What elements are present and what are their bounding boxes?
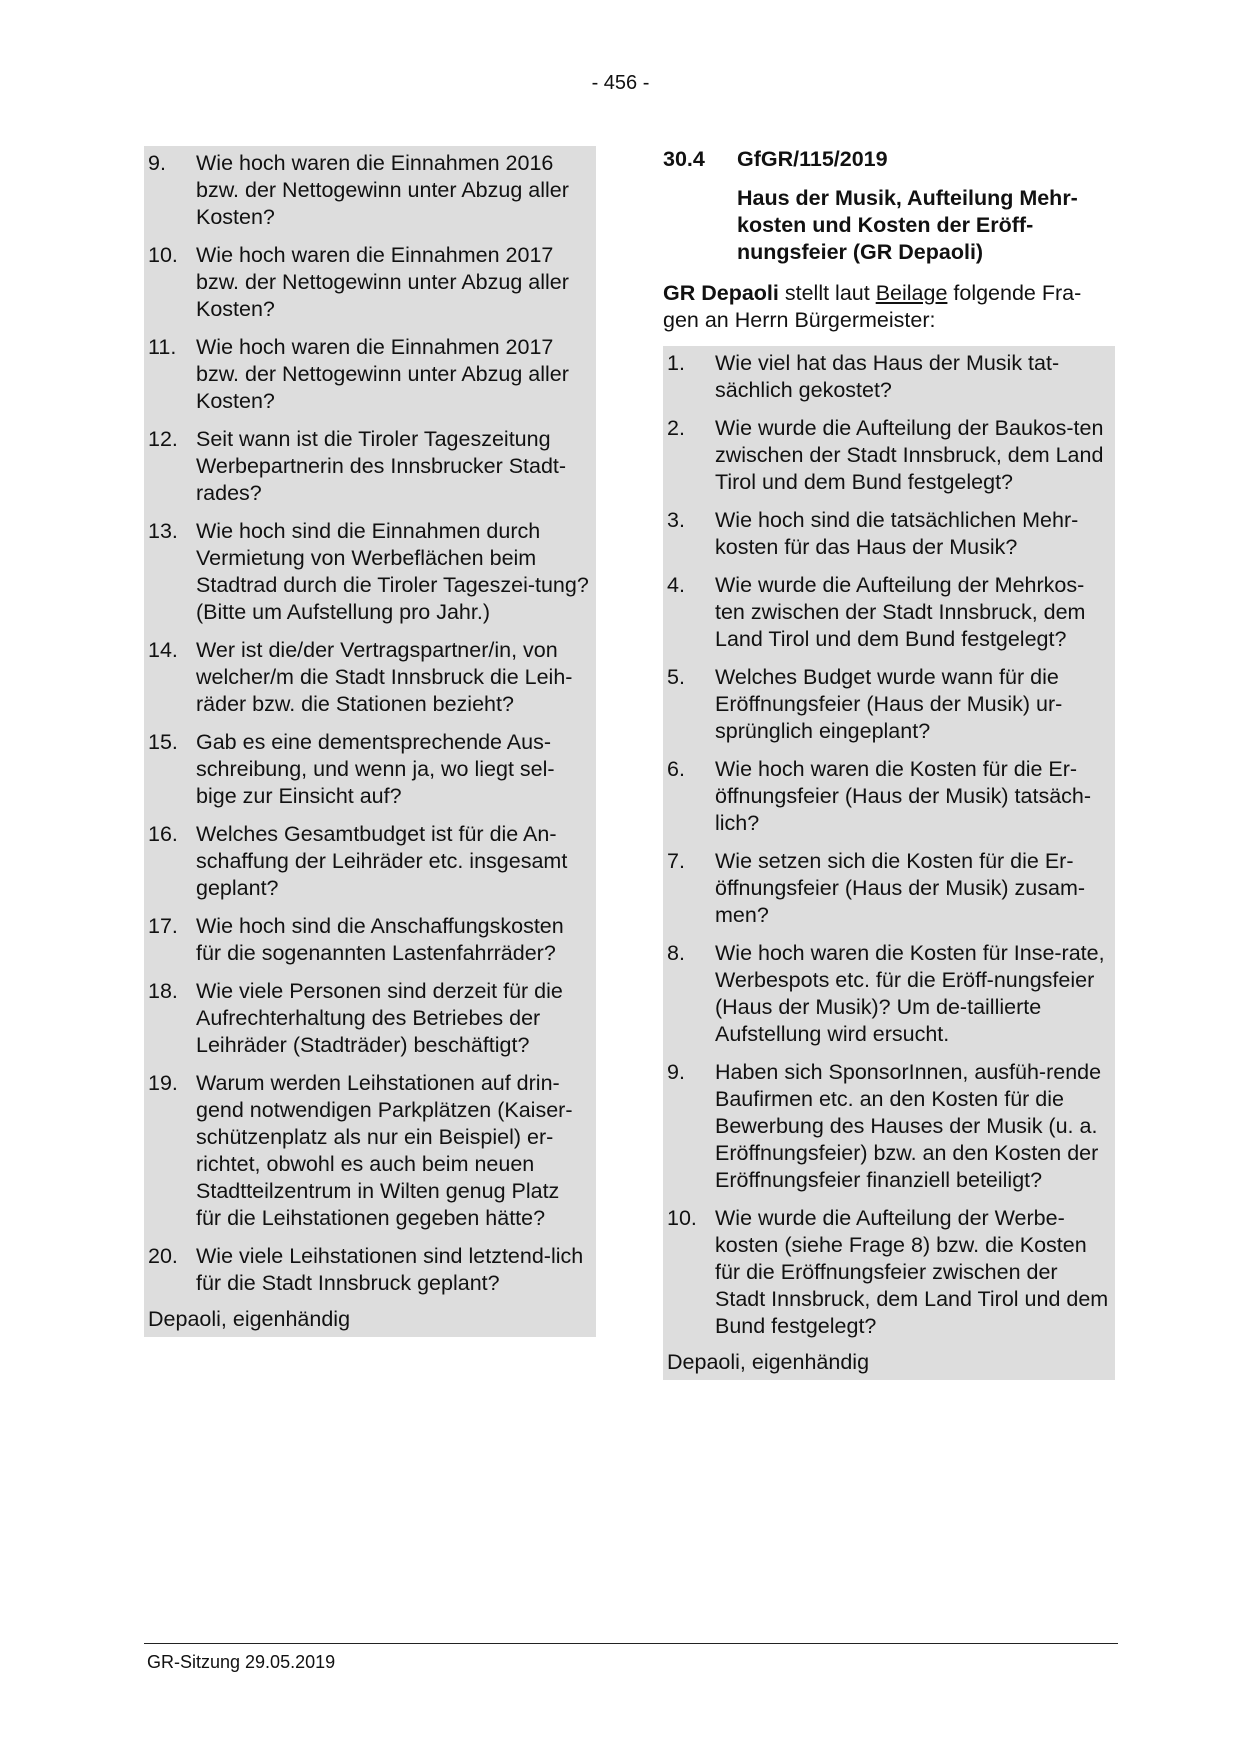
question-item: [144, 1243, 596, 1297]
question-text: Wie hoch sind die Anschaffungskosten für die sogenannten Lastenfahrräder?: [196, 914, 564, 965]
question-number: 15.: [148, 730, 178, 754]
left-question-block: [144, 146, 596, 1337]
question-item: [663, 350, 1115, 404]
intro-text-1: stellt laut: [778, 281, 876, 305]
question-item: [144, 729, 596, 810]
question-number: 6.: [667, 757, 685, 781]
question-text: Wie hoch waren die Einnahmen 2016 bzw. der Nettogewinn unter Abzug aller Kosten?: [196, 151, 569, 229]
right-question-block: [663, 346, 1115, 1380]
question-item: [144, 334, 596, 415]
question-item: [144, 242, 596, 323]
question-item: [144, 978, 596, 1059]
question-item: [663, 756, 1115, 837]
question-item: [144, 150, 596, 231]
question-text: Wie wurde die Aufteilung der Mehrkos-ten zwischen der Stadt Innsbruck, dem Land Tirol und dem Bund festgelegt?: [715, 573, 1086, 651]
question-item: [144, 913, 596, 967]
question-item: [144, 1070, 596, 1232]
question-text: Gab es eine dementsprechende Aus-schreibung, und wenn ja, wo liegt sel-bige zur Einsicht auf?: [196, 730, 555, 808]
question-number: 3.: [667, 508, 685, 532]
section-title: Haus der Musik, Aufteilung Mehr-kosten und Kosten der Eröff-nungsfeier (GR Depaoli): [737, 186, 1078, 264]
question-item: [663, 664, 1115, 745]
question-number: 7.: [667, 849, 685, 873]
question-number: 11.: [148, 335, 177, 359]
question-number: 12.: [148, 427, 178, 451]
question-number: 1.: [667, 351, 685, 375]
question-text: Wie wurde die Aufteilung der Baukos-ten zwischen der Stadt Innsbruck, dem Land Tirol und dem Bund festgelegt?: [715, 416, 1104, 494]
question-text: Haben sich SponsorInnen, ausfüh-rende Baufirmen etc. an den Kosten für die Bewerbung des Hauses der Musik (u. a. Eröffnungsfeier) bzw. an den Kosten der Eröffnungsfeier finanziell beteiligt?: [715, 1060, 1102, 1192]
question-item: [663, 1205, 1115, 1340]
question-item: [663, 415, 1115, 496]
question-number: 9.: [667, 1060, 685, 1084]
footer-divider: [144, 1643, 1118, 1644]
question-item: [663, 1059, 1115, 1194]
intro-text-2: folgende Fra-gen an Herrn Bürgermeister:: [663, 281, 1082, 332]
question-number: 20.: [148, 1244, 178, 1268]
right-column: [663, 146, 1115, 1380]
question-number: 18.: [148, 979, 178, 1003]
beilage-link[interactable]: Beilage: [875, 281, 948, 305]
question-text: Wie viele Leihstationen sind letztend-lich für die Stadt Innsbruck geplant?: [196, 1244, 584, 1295]
signature: Depaoli, eigenhändig: [667, 1350, 870, 1374]
question-item: [663, 940, 1115, 1048]
question-text: Wie wurde die Aufteilung der Werbe-kosten (siehe Frage 8) bzw. die Kosten für die Eröffnungsfeier zwischen der Stadt Innsbruck, dem Land Tirol und dem Bund festgelegt?: [715, 1206, 1109, 1338]
question-number: 8.: [667, 941, 685, 965]
question-text: Seit wann ist die Tiroler Tageszeitung Werbepartnerin des Innsbrucker Stadt-rades?: [196, 427, 567, 505]
intro-author: GR Depaoli: [663, 281, 779, 305]
question-item: [663, 848, 1115, 929]
question-text: Wie viele Personen sind derzeit für die Aufrechterhaltung des Betriebes der Leihräder (Stadträder) beschäftigt?: [196, 979, 563, 1057]
question-number: 13.: [148, 519, 178, 543]
question-text: Wie setzen sich die Kosten für die Er-öffnungsfeier (Haus der Musik) zusam-men?: [715, 849, 1086, 927]
page-number: - 456 -: [591, 72, 650, 94]
footer-text: GR-Sitzung 29.05.2019: [147, 1652, 336, 1672]
question-text: Wie hoch sind die Einnahmen durch Vermietung von Werbeflächen beim Stadtrad durch die Tiroler Tageszei-tung? (Bitte um Aufstellung pro Jahr.): [196, 519, 589, 624]
question-text: Welches Gesamtbudget ist für die An-schaffung der Leihräder etc. insgesamt geplant?: [196, 822, 568, 900]
question-item: [663, 572, 1115, 653]
question-item: [663, 507, 1115, 561]
section-heading: [663, 146, 1115, 173]
question-text: Wie hoch waren die Einnahmen 2017 bzw. der Nettogewinn unter Abzug aller Kosten?: [196, 335, 569, 413]
intro-paragraph: [663, 280, 1115, 334]
section-number: 30.4: [663, 147, 705, 171]
question-number: 4.: [667, 573, 685, 597]
question-number: 17.: [148, 914, 178, 938]
question-text: Wie viel hat das Haus der Musik tat-sächlich gekostet?: [715, 351, 1060, 402]
question-item: [144, 518, 596, 626]
left-column: [144, 146, 596, 1337]
question-text: Wie hoch waren die Einnahmen 2017 bzw. der Nettogewinn unter Abzug aller Kosten?: [196, 243, 569, 321]
question-text: Wer ist die/der Vertragspartner/in, von welcher/m die Stadt Innsbruck die Leih-räder bzw. die Stationen bezieht?: [196, 638, 573, 716]
question-text: Wie hoch waren die Kosten für die Er-öffnungsfeier (Haus der Musik) tatsäch-lich?: [715, 757, 1092, 835]
question-number: 2.: [667, 416, 685, 440]
question-text: Wie hoch sind die tatsächlichen Mehr-kosten für das Haus der Musik?: [715, 508, 1079, 559]
question-number: 5.: [667, 665, 685, 689]
question-number: 10.: [667, 1206, 697, 1230]
question-number: 10.: [148, 243, 178, 267]
question-item: [144, 426, 596, 507]
question-text: Welches Budget wurde wann für die Eröffnungsfeier (Haus der Musik) ur-sprünglich eingeplant?: [715, 665, 1063, 743]
section-id: GfGR/115/2019: [737, 147, 888, 171]
question-number: 9.: [148, 151, 166, 175]
question-item: [144, 821, 596, 902]
question-text: Wie hoch waren die Kosten für Inse-rate, Werbespots etc. für die Eröff-nungsfeier (Haus der Musik)? Um de-taillierte Aufstellung wird ersucht.: [715, 941, 1105, 1046]
question-number: 14.: [148, 638, 178, 662]
question-item: [144, 637, 596, 718]
signature: Depaoli, eigenhändig: [148, 1307, 351, 1331]
question-text: Warum werden Leihstationen auf drin-gend notwendigen Parkplätzen (Kaiser-schützenplatz als nur ein Beispiel) er-richtet, obwohl es auch beim neuen Stadtteilzentrum in Wilten genug Platz für die Leihstationen gegeben hätte?: [196, 1071, 573, 1230]
question-number: 16.: [148, 822, 178, 846]
question-number: 19.: [148, 1071, 178, 1095]
